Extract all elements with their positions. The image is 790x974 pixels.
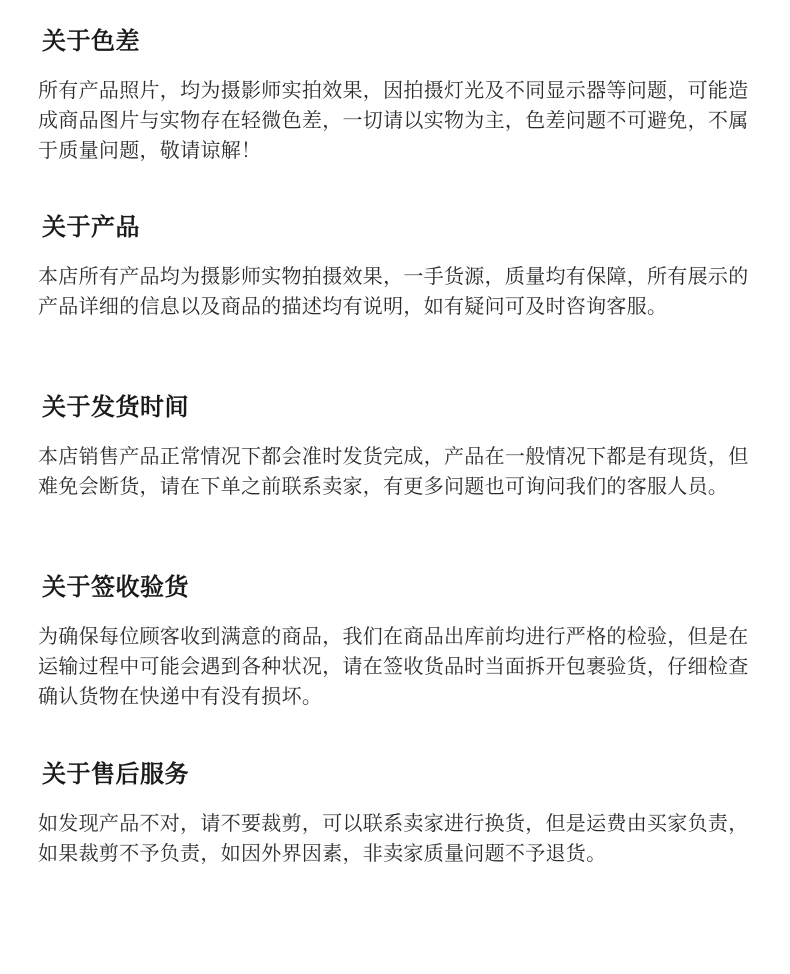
section-title: 关于产品 [42,213,140,241]
section-title: 关于售后服务 [42,760,189,788]
section-body: 本店销售产品正常情况下都会准时发货完成，产品在一般情况下都是有现货，但难免会断货，请在下单之前联系卖家，有更多问题也可询问我们的客服人员。 [38,444,749,498]
section-shipping-time [38,390,758,501]
section-title: 关于色差 [42,27,140,55]
section-color-difference [38,24,758,165]
section-after-sales [38,757,758,868]
section-product [38,210,758,321]
section-body: 为确保每位顾客收到满意的商品，我们在商品出库前均进行严格的检验，但是在运输过程中可能会遇到各种状况，请在签收货品时当面拆开包裹验货，仔细检查确认货物在快递中有没有损坏。 [38,624,749,708]
section-title: 关于签收验货 [42,573,189,601]
section-receipt-inspection [38,570,758,711]
section-body: 所有产品照片，均为摄影师实拍效果，因拍摄灯光及不同显示器等问题，可能造成商品图片与实物存在轻微色差，一切请以实物为主，色差问题不可避免，不属于质量问题，敬请谅解！ [38,78,749,162]
section-body: 本店所有产品均为摄影师实物拍摄效果，一手货源，质量均有保障，所有展示的产品详细的信息以及商品的描述均有说明，如有疑问可及时咨询客服。 [38,264,749,318]
section-body: 如发现产品不对，请不要裁剪，可以联系卖家进行换货，但是运费由买家负责，如果裁剪不予负责，如因外界因素，非卖家质量问题不予退货。 [38,811,749,865]
section-title: 关于发货时间 [42,393,189,421]
